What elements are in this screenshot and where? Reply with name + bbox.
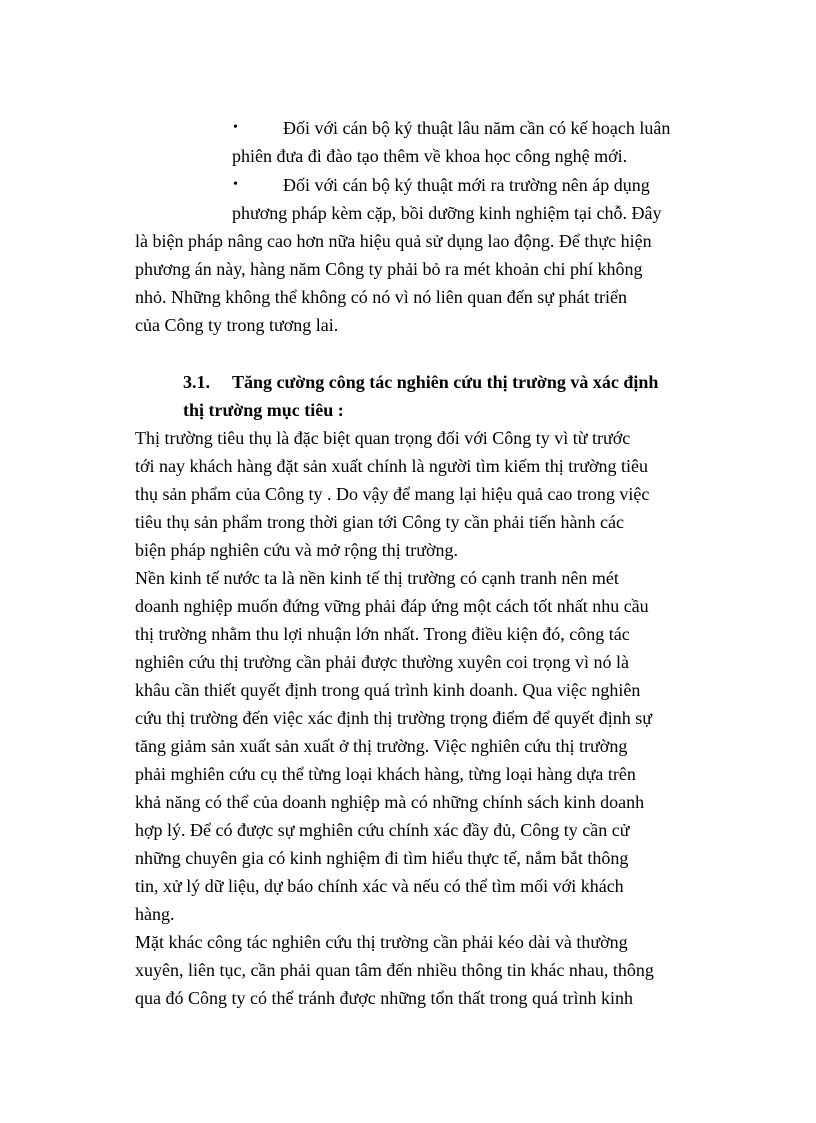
paragraph-2-line-12: tin, xử lý dữ liệu, dự báo chính xác và nếu có thể tìm mối với khách xyxy=(135,876,624,896)
bullet-1-line-2: phiên đưa đi đào tạo thêm về khoa học công nghệ mới. xyxy=(232,146,628,166)
bullet-1-line-1: Đối với cán bộ ký thuật lâu năm cần có kế hoạch luân xyxy=(283,118,671,138)
paragraph-2-line-10: hợp lý. Để có được sự mghiên cứu chính xác đầy đủ, Công ty cần cử xyxy=(135,820,630,840)
paragraph-2-line-7: tăng giảm sản xuất sản xuất ở thị trường. Việc nghiên cứu thị trường xyxy=(135,736,628,756)
section-number: 3.1. xyxy=(183,372,210,392)
paragraph-2-line-3: thị trường nhằm thu lợi nhuận lớn nhất. Trong điều kiện đó, công tác xyxy=(135,624,630,644)
paragraph-2-line-2: doanh nghiệp muốn đứng vững phải đáp ứng một cách tốt nhất nhu cầu xyxy=(135,596,649,616)
bullet-symbol: • xyxy=(233,120,238,135)
paragraph-2-line-5: khâu cần thiết quyết định trong quá trình kinh doanh. Qua việc nghiên xyxy=(135,680,641,700)
paragraph-2-line-6: cứu thị trường đến việc xác định thị trường trọng điểm để quyết định sự xyxy=(135,708,652,728)
bullet-symbol: • xyxy=(233,177,238,192)
paragraph-3-line-2: xuyên, liên tục, cần phải quan tâm đến nhiều thông tin khác nhau, thông xyxy=(135,960,654,980)
bullet-2-line-1: Đối với cán bộ ký thuật mới ra trường nên áp dụng xyxy=(283,175,650,195)
paragraph-2-line-4: nghiên cứu thị trường cần phải được thường xuyên coi trọng vì nó là xyxy=(135,652,629,672)
paragraph-2-line-9: khả năng có thể của doanh nghiệp mà có những chính sách kinh doanh xyxy=(135,792,645,812)
paragraph-1-line-3: thụ sản phẩm của Công ty . Do vậy để mang lại hiệu quả cao trong việc xyxy=(135,484,650,504)
paragraph-2-line-8: phải mghiên cứu cụ thể từng loại khách hàng, từng loại hàng dựa trên xyxy=(135,764,636,784)
paragraph-1-line-1: Thị trường tiêu thụ là đặc biệt quan trọng đối với Công ty vì từ trước xyxy=(135,428,631,448)
paragraph-1-line-4: tiêu thụ sản phẩm trong thời gian tới Công ty cần phải tiến hành các xyxy=(135,512,624,532)
bullet-2-line-6: của Công ty trong tương lai. xyxy=(135,315,339,335)
section-title-line-1: Tăng cường công tác nghiên cứu thị trường và xác định xyxy=(232,372,659,392)
paragraph-2-line-13: hàng. xyxy=(135,904,175,924)
paragraph-1-line-5: biện pháp nghiên cứu và mở rộng thị trường. xyxy=(135,540,458,560)
section-title-line-2: thị trường mục tiêu : xyxy=(183,400,344,420)
paragraph-3-line-3: qua đó Công ty có thể tránh được những tổn thất trong quá trình kinh xyxy=(135,988,633,1008)
bullet-2-line-2: phương pháp kèm cặp, bồi dưỡng kinh nghiệm tại chỗ. Đây xyxy=(232,203,662,223)
bullet-2-line-3: là biện pháp nâng cao hơn nữa hiệu quả sử dụng lao động. Để thực hiện xyxy=(135,231,652,251)
paragraph-3-line-1: Mặt khác công tác nghiên cứu thị trường cần phải kéo dài và thường xyxy=(135,932,628,952)
bullet-2-line-5: nhỏ. Những không thể không có nó vì nó liên quan đến sự phát triển xyxy=(135,287,627,307)
paragraph-2-line-11: những chuyên gia có kinh nghiệm đi tìm hiểu thực tế, nắm bắt thông xyxy=(135,848,629,868)
paragraph-2-line-1: Nền kinh tế nước ta là nền kinh tế thị trường có cạnh tranh nên mét xyxy=(135,568,619,588)
bullet-2-line-4: phương án này, hàng năm Công ty phải bỏ ra mét khoản chi phí không xyxy=(135,259,643,279)
paragraph-1-line-2: tới nay khách hàng đặt sản xuất chính là người tìm kiếm thị trường tiêu xyxy=(135,456,648,476)
